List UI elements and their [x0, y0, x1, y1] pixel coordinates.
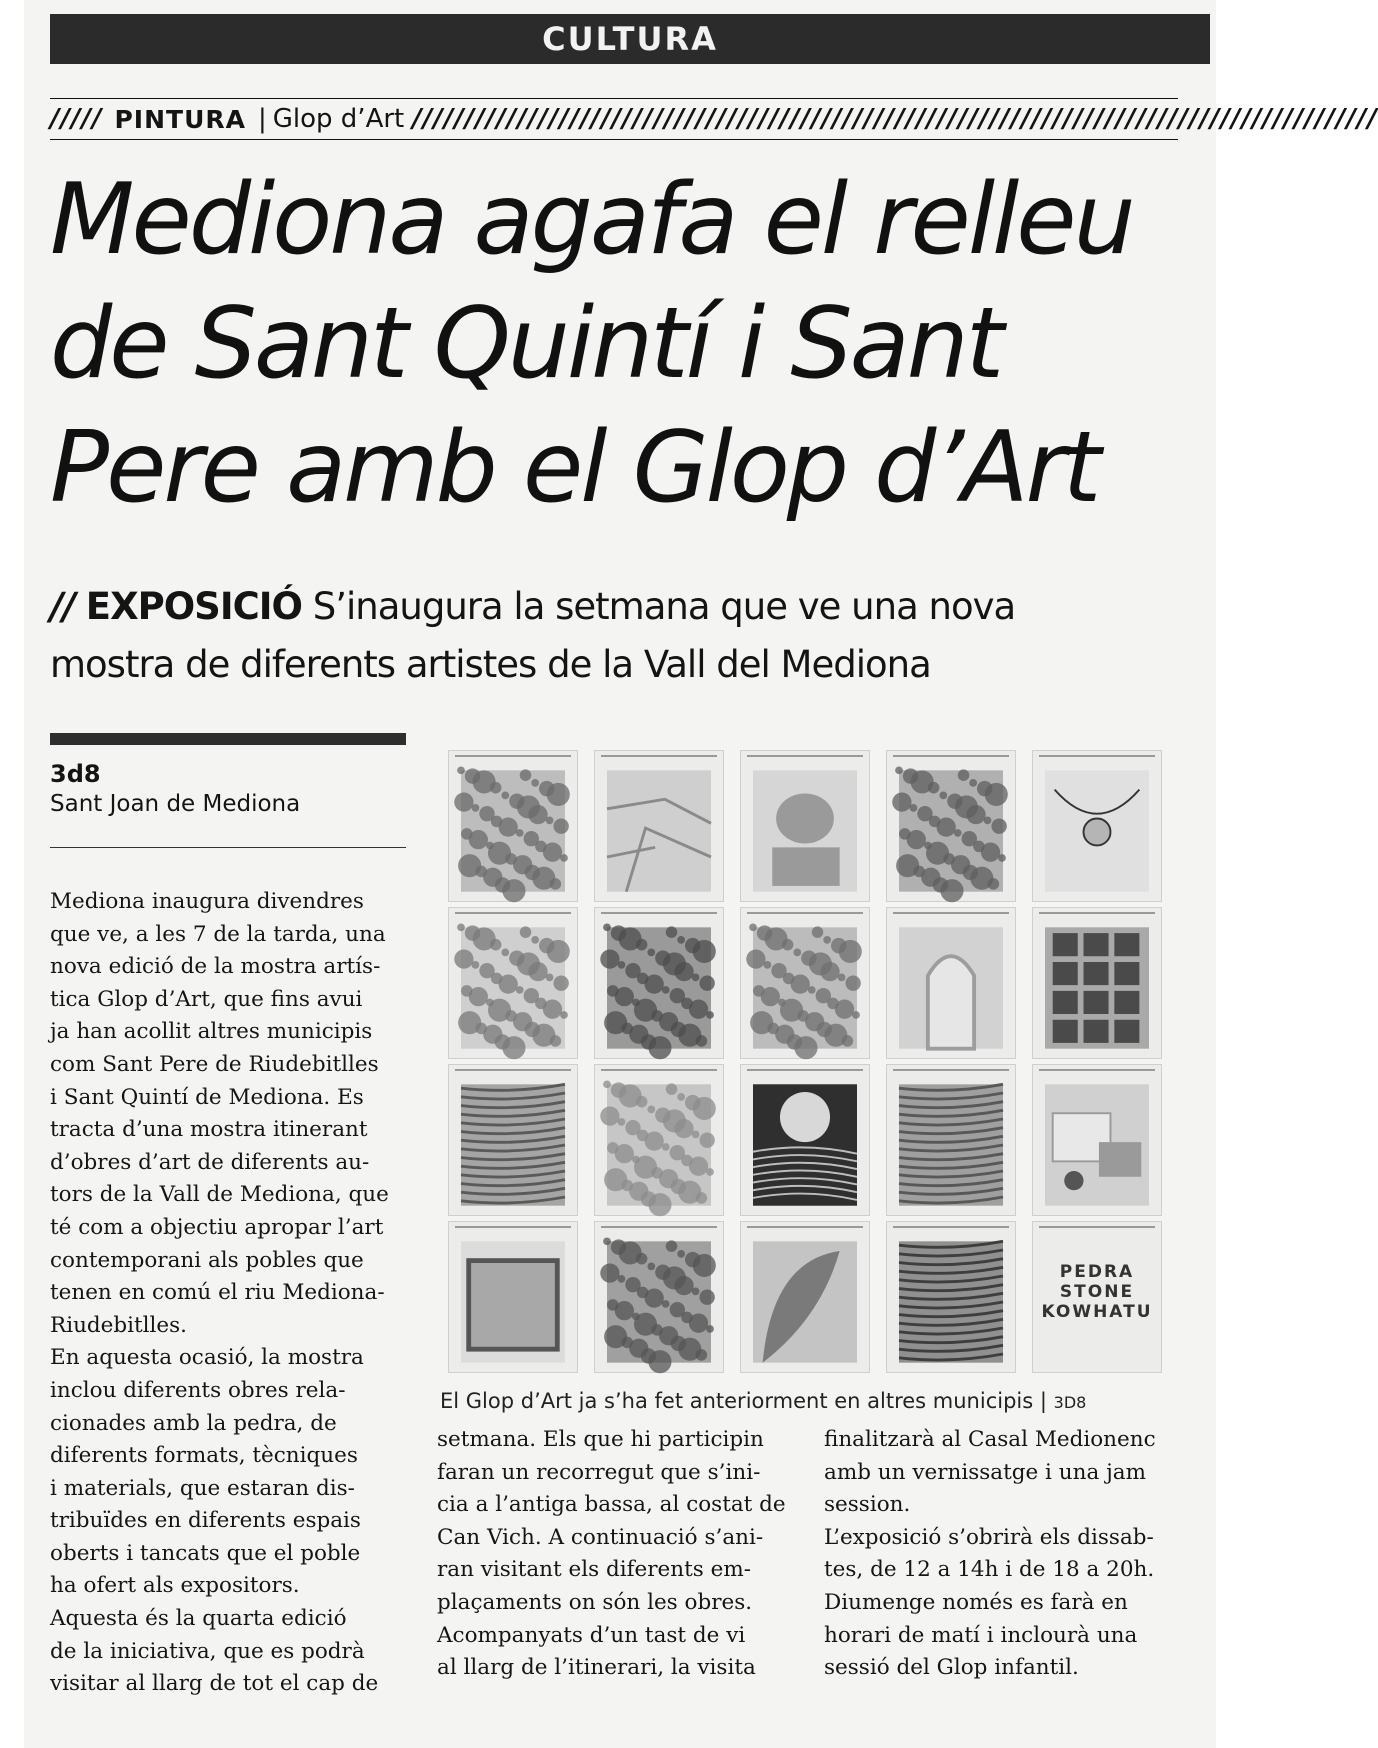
- kicker-line: [50, 98, 1378, 140]
- text-line: tribuïdes en diferents espais: [50, 1508, 361, 1534]
- text-line: Can Vich. A continuació s’ani-: [437, 1524, 764, 1550]
- thumbnail-label-bar: [893, 1226, 1009, 1236]
- text-line: oberts i tancats que el poble: [50, 1540, 361, 1566]
- text-line: Riudebitlles.: [50, 1312, 188, 1338]
- text-line: ha ofert als expositors.: [50, 1573, 300, 1599]
- text-line: com Sant Pere de Riudebitlles: [50, 1051, 379, 1077]
- artwork-image: [1045, 769, 1149, 893]
- artwork-thumbnail: [740, 907, 870, 1059]
- artwork-thumbnail: [740, 750, 870, 902]
- headline-line: Pere amb el Glop d’Art: [50, 411, 1099, 525]
- text-line: En aquesta ocasió, la mostra: [50, 1345, 364, 1371]
- text-line: session.: [824, 1492, 911, 1518]
- thumbnail-label-bar: [601, 755, 717, 765]
- text-line: que ve, a les 7 de la tarda, una: [50, 921, 386, 947]
- artwork-image: [461, 1083, 565, 1207]
- thumbnail-label-bar: [1039, 1226, 1155, 1236]
- caption-separator: |: [1039, 1389, 1047, 1413]
- thumbnail-label-bar: [455, 1069, 571, 1079]
- thumbnail-label-bar: [601, 1069, 717, 1079]
- thumbnail-label-bar: [1039, 1069, 1155, 1079]
- text-line: tes, de 12 a 14h i de 18 a 20h.: [824, 1557, 1155, 1583]
- artwork-thumbnail: [594, 907, 724, 1059]
- artwork-image: [899, 769, 1003, 893]
- body-column-2: [437, 1424, 795, 1685]
- text-line: i Sant Quintí de Mediona. Es: [50, 1084, 364, 1110]
- kicker-topic: Glop d’Art: [272, 104, 405, 134]
- kicker-separator: |: [257, 104, 267, 134]
- artwork-thumbnail: [594, 1221, 724, 1373]
- headline-line: de Sant Quintí i Sant: [50, 287, 1002, 401]
- text-line: sessió del Glop infantil.: [824, 1655, 1079, 1681]
- deck-slashes: //: [50, 585, 76, 628]
- artwork-thumbnail: [448, 750, 578, 902]
- thumbnail-label-bar: [893, 755, 1009, 765]
- text-line: al llarg de l’itinerari, la visita: [437, 1655, 756, 1681]
- text-line: tracta d’una mostra itinerant: [50, 1117, 368, 1143]
- kicker-slashes: /////: [50, 104, 103, 134]
- thumbnail-label-bar: [455, 755, 571, 765]
- thumbnail-label-bar: [455, 912, 571, 922]
- artwork-image: [607, 769, 711, 893]
- artwork-thumbnail: [448, 1221, 578, 1373]
- deck-text: S’inaugura la setmana que ve una nova: [312, 585, 1016, 628]
- artwork-thumbnail: [594, 1064, 724, 1216]
- artwork-thumbnail: [886, 750, 1016, 902]
- artwork-image: [753, 1240, 857, 1364]
- thumbnail-label-bar: [601, 1226, 717, 1236]
- artwork-image: [899, 1240, 1003, 1364]
- deck-text: mostra de diferents artistes de la Vall del Mediona: [50, 643, 931, 686]
- artwork-image: [1045, 1083, 1149, 1207]
- caption-text: El Glop d’Art ja s’ha fet anteriorment en altres municipis: [440, 1389, 1034, 1413]
- artwork-thumbnail: [1032, 750, 1162, 902]
- text-line: cia a l’antiga bassa, al costat de: [437, 1492, 786, 1518]
- text-line: setmana. Els que hi participin: [437, 1427, 764, 1452]
- artwork-thumbnail: [1032, 907, 1162, 1059]
- artwork-image: [899, 926, 1003, 1050]
- text-line: visitar al llarg de tot el cap de: [50, 1671, 379, 1697]
- thumbnail-label-bar: [893, 912, 1009, 922]
- text-line: L’exposició s’obrirà els dissab-: [824, 1524, 1154, 1550]
- stone-tile-word: PEDRA: [1059, 1262, 1135, 1282]
- photo-caption: [440, 1389, 1200, 1413]
- thumbnail-label-bar: [1039, 755, 1155, 765]
- thumbnail-label-bar: [747, 1069, 863, 1079]
- byline-location: Sant Joan de Mediona: [50, 791, 301, 817]
- headline-line: Mediona agafa el relleu: [50, 163, 1133, 277]
- artwork-image: [607, 926, 711, 1050]
- thumbnail-label-bar: [601, 912, 717, 922]
- deck-tag: EXPOSICIÓ: [85, 585, 302, 628]
- artwork-thumbnail: [886, 907, 1016, 1059]
- text-line: i materials, que estaran dis-: [50, 1475, 355, 1501]
- section-header: CULTURA: [50, 14, 1210, 64]
- thumbnail-label-bar: [747, 912, 863, 922]
- byline-divider: [50, 847, 406, 848]
- text-line: Aquesta és la quarta edició: [50, 1606, 347, 1632]
- text-line: diferents formats, tècniques: [50, 1443, 358, 1469]
- text-line: faran un recorregut que s’ini-: [437, 1459, 761, 1485]
- headline: [50, 158, 1200, 530]
- artwork-image: [461, 1240, 565, 1364]
- kicker-fill-slashes: ////////////////////////////////////////////////////////////////////////////////////////////: [412, 104, 1378, 134]
- text-line: d’obres d’art de diferents au-: [50, 1149, 370, 1175]
- artwork-photo-grid: [448, 750, 1188, 1378]
- artwork-image: [607, 1240, 711, 1364]
- artwork-image: [899, 1083, 1003, 1207]
- artwork-thumbnail: [448, 1064, 578, 1216]
- artwork-thumbnail: [448, 907, 578, 1059]
- text-line: Diumenge només es farà en: [824, 1589, 1128, 1615]
- artwork-thumbnail: [886, 1221, 1016, 1373]
- artwork-image: [461, 769, 565, 893]
- thumbnail-label-bar: [1039, 912, 1155, 922]
- artwork-thumbnail: [886, 1064, 1016, 1216]
- thumbnail-label-bar: [747, 755, 863, 765]
- text-line: ran visitant els diferents em-: [437, 1557, 752, 1583]
- text-line: tors de la Vall de Mediona, que: [50, 1182, 389, 1208]
- artwork-image: [1045, 926, 1149, 1050]
- text-line: de la iniciativa, que es podrà: [50, 1638, 365, 1664]
- text-line: contemporani als pobles que: [50, 1247, 364, 1273]
- text-line: inclou diferents obres rela-: [50, 1377, 346, 1403]
- text-line: ja han acollit altres municipis: [50, 1019, 373, 1045]
- body-column-3: [824, 1424, 1190, 1685]
- artwork-thumbnail: [740, 1064, 870, 1216]
- artwork-thumbnail: [594, 750, 724, 902]
- byline-rule: [50, 733, 406, 745]
- text-line: Acompanyats d’un tast de vi: [437, 1622, 746, 1648]
- thumbnail-label-bar: [747, 1226, 863, 1236]
- text-line: Mediona inaugura divendres: [50, 889, 364, 914]
- caption-credit: 3D8: [1053, 1393, 1087, 1412]
- artwork-image: [461, 926, 565, 1050]
- stone-tile-word: KOWHATU: [1041, 1302, 1153, 1322]
- text-line: té com a objectiu apropar l’art: [50, 1214, 384, 1240]
- text-line: tica Glop d’Art, que fins avui: [50, 986, 363, 1012]
- text-line: cionades amb la pedra, de: [50, 1410, 337, 1436]
- text-line: nova edició de la mostra artís-: [50, 954, 381, 980]
- text-line: tenen en comú el riu Mediona-: [50, 1280, 385, 1306]
- thumbnail-label-bar: [893, 1069, 1009, 1079]
- stone-tile-word: STONE: [1059, 1282, 1135, 1302]
- artwork-image: [753, 769, 857, 893]
- artwork-thumbnail: [1032, 1064, 1162, 1216]
- artwork-thumbnail: [1032, 1221, 1162, 1373]
- text-line: plaçaments on són les obres.: [437, 1589, 753, 1615]
- text-line: horari de matí i inclourà una: [824, 1622, 1138, 1648]
- artwork-image: [607, 1083, 711, 1207]
- thumbnail-label-bar: [455, 1226, 571, 1236]
- artwork-image: [753, 1083, 857, 1207]
- text-line: finalitzarà al Casal Medionenc: [824, 1427, 1156, 1452]
- artwork-thumbnail: [740, 1221, 870, 1373]
- text-line: amb un vernissatge i una jam: [824, 1459, 1146, 1485]
- kicker-section: PINTURA: [114, 104, 246, 134]
- artwork-image: [753, 926, 857, 1050]
- stone-tile-text: [1041, 1262, 1153, 1322]
- body-column-1: [50, 886, 406, 1701]
- deck-subheadline: [50, 578, 1200, 694]
- byline-author: 3d8: [50, 760, 101, 788]
